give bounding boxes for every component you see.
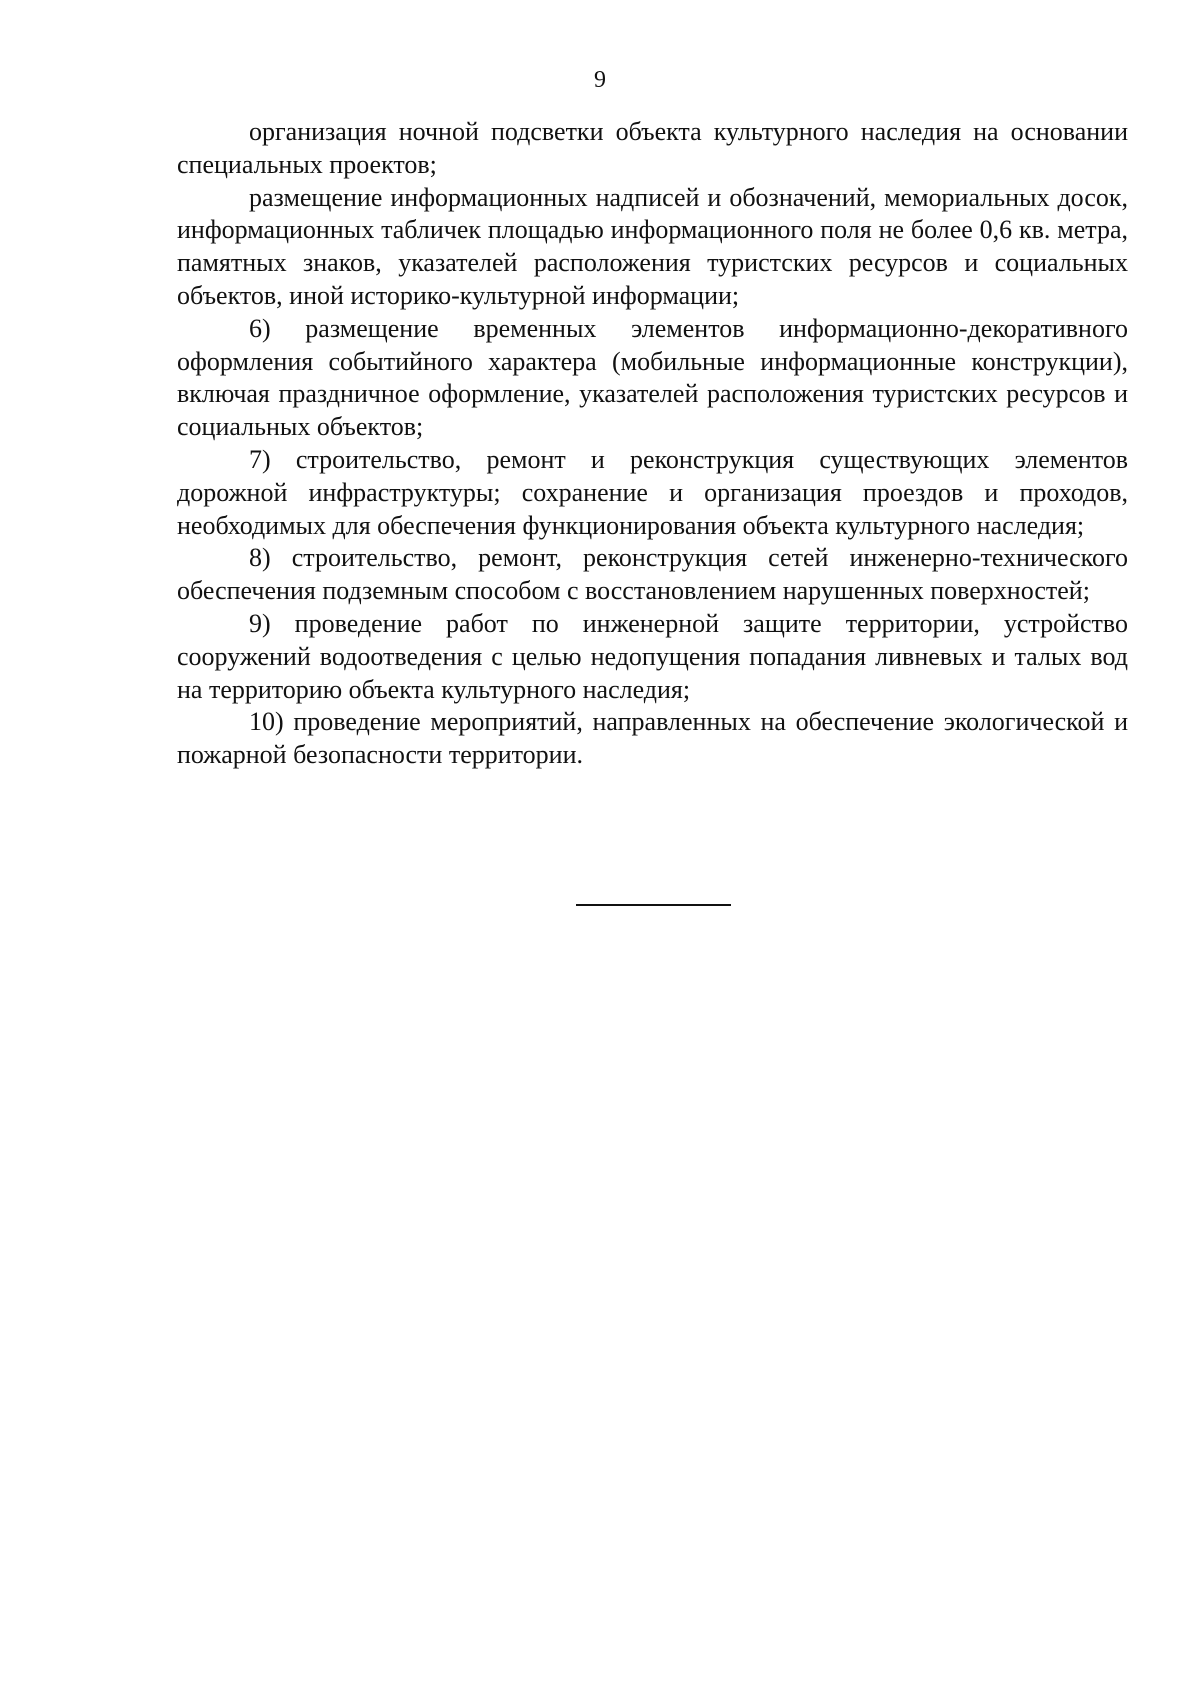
- end-of-document-rule: [576, 904, 731, 906]
- paragraph-information-signs: размещение информационных надписей и обозначений, мемориальных досок, информационных табличек площадью информационного поля не более 0,6 кв. метра, памятных знаков, указателей расположения туристских ресурсов и социальных объектов, иной историко-культурной информации;: [177, 182, 1128, 310]
- paragraph-night-lighting: организация ночной подсветки объекта культурного наследия на основании специальных проектов;: [177, 117, 1128, 179]
- paragraph-item-7: 7) строительство, ремонт и реконструкция существующих элементов дорожной инфраструктуры; сохранение и организация проездов и проходов, необходимых для обеспечения функционирования объекта культурного наследия;: [177, 444, 1128, 540]
- paragraph-item-8: 8) строительство, ремонт, реконструкция сетей инженерно-технического обеспечения подземным способом с восстановлением нарушенных поверхностей;: [177, 543, 1128, 606]
- paragraph-item-6: 6) размещение временных элементов информационно-декоративного оформления событийного характера (мобильные информационные конструкции), включая праздничное оформление, указателей расположения туристских ресурсов и социальных объектов;: [177, 313, 1128, 442]
- paragraph-item-9: 9) проведение работ по инженерной защите территории, устройство сооружений водоотведения с целью недопущения попадания ливневых и талых вод на территорию объекта культурного наследия;: [177, 608, 1128, 704]
- page-number: 9: [594, 67, 606, 93]
- document-body: [177, 116, 1128, 772]
- paragraph-item-10: 10) проведение мероприятий, направленных на обеспечение экологической и пожарной безопасности территории.: [177, 707, 1128, 770]
